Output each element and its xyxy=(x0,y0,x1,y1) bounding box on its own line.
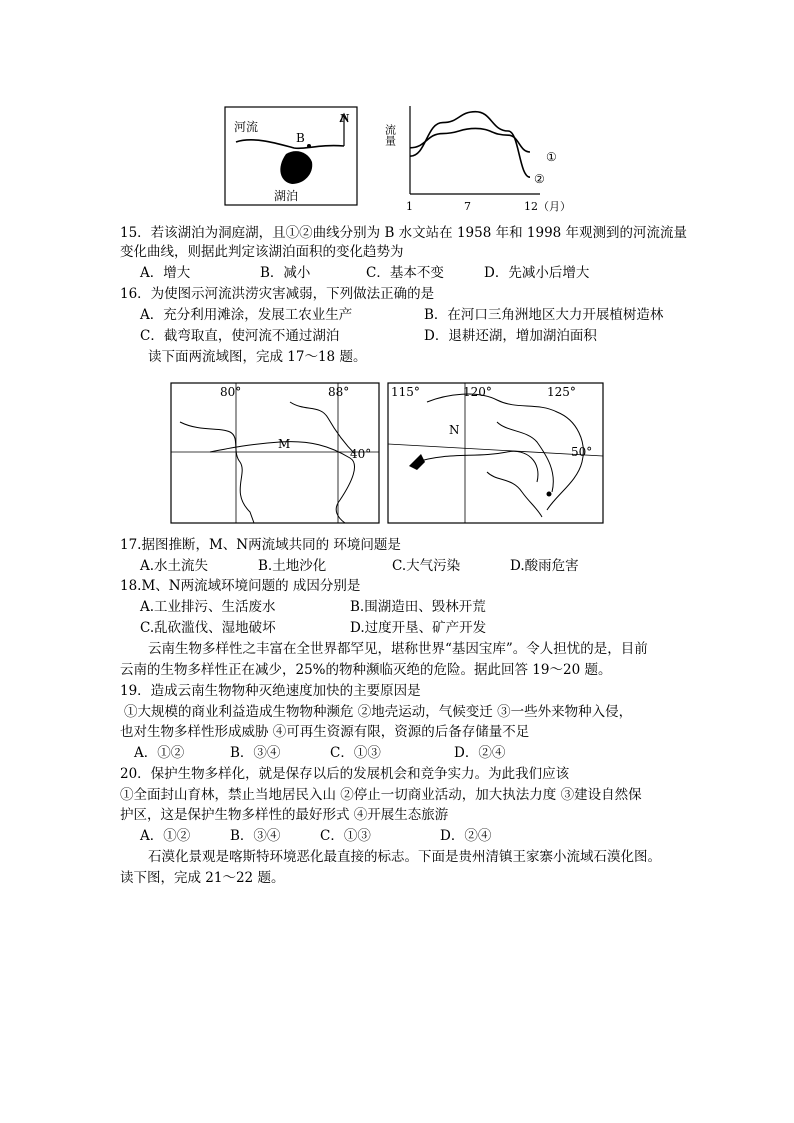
q17-options xyxy=(140,557,579,575)
lon-120-label: 120° xyxy=(463,385,492,399)
yunnan-intro-1: 云南生物多样性之丰富在全世界都罕见，堪称世界“基因宝库”。令人担忧的是，目前 xyxy=(148,641,648,657)
lon-125-label: 125° xyxy=(547,385,576,399)
q19-option-a[interactable]: A．①② xyxy=(134,745,185,761)
q18-option-c[interactable]: C.乱砍滥伐、湿地破坏 xyxy=(140,620,276,636)
q15-option-a[interactable]: A．增大 xyxy=(140,265,191,281)
basin-map-n xyxy=(387,382,604,524)
read-instruction-17-18: 读下面两流域图，完成 17～18 题。 xyxy=(148,349,367,365)
q18-option-b[interactable]: B.围湖造田、毁林开荒 xyxy=(350,599,486,615)
lat-40-label: 40° xyxy=(350,447,372,461)
q16-options-row1 xyxy=(140,306,663,324)
q17-option-a[interactable]: A.水土流失 xyxy=(140,558,209,574)
q19-items-2: 也对生物多样性形成威胁 ④可再生资源有限，资源的后备存储量不足 xyxy=(120,724,530,740)
q16-option-a[interactable]: A．充分利用滩涂，发展工农业生产 xyxy=(140,307,353,323)
q17-stem: 17.据图推断，M、N两流域共同的 环境问题是 xyxy=(120,537,401,553)
q16-option-b[interactable]: B．在河口三角洲地区大力开展植树造林 xyxy=(424,307,664,323)
q17-option-b[interactable]: B.土地沙化 xyxy=(258,558,327,574)
q20-options xyxy=(140,827,491,845)
station-label: B xyxy=(296,131,305,145)
basin-map-m xyxy=(170,382,380,524)
q17-option-d[interactable]: D.酸雨危害 xyxy=(510,558,579,574)
q20-option-a[interactable]: A．①② xyxy=(140,828,191,844)
q15-option-b[interactable]: B．减小 xyxy=(260,265,311,281)
point-n-label: N xyxy=(449,423,460,437)
q18-options-row2 xyxy=(140,619,486,637)
lon-115-label: 115° xyxy=(391,385,420,399)
lon-80-label: 80° xyxy=(220,385,242,399)
q20-option-c[interactable]: C．①③ xyxy=(320,828,371,844)
q16-option-c[interactable]: C．截弯取直，使河流不通过湖泊 xyxy=(140,328,340,344)
q15-options xyxy=(140,264,589,282)
north-label: N xyxy=(340,112,350,125)
river-label: 河流 xyxy=(234,120,259,134)
lon-88-label: 88° xyxy=(328,385,350,399)
q20-option-b[interactable]: B．③④ xyxy=(230,828,281,844)
q20-stem: 20．保护生物多样化，就是保存以后的发展机会和竞争实力。为此我们应该 xyxy=(120,766,570,782)
curve-label-2: ② xyxy=(534,172,545,186)
q15-option-d[interactable]: D．先减小后增大 xyxy=(484,265,590,281)
x-tick-12: 12（月） xyxy=(524,200,571,213)
q19-option-b[interactable]: B．③④ xyxy=(230,745,281,761)
y-axis-label: 流量 xyxy=(384,124,397,146)
curve-label-1: ① xyxy=(546,150,557,164)
q17-option-c[interactable]: C.大气污染 xyxy=(392,558,461,574)
point-m-label: M xyxy=(278,437,291,451)
lat-50-label: 50° xyxy=(571,445,593,459)
q16-option-d[interactable]: D．退耕还湖，增加湖泊面积 xyxy=(424,328,597,344)
q15-stem-2: 变化曲线，则据此判定该湖泊面积的变化趋势为 xyxy=(120,244,404,260)
yunnan-intro-2: 云南的生物多样性正在减少，25%的物种濒临灭绝的危险。据此回答 19～20 题。 xyxy=(120,662,612,678)
x-tick-1: 1 xyxy=(406,200,413,213)
q19-items-1: ①大规模的商业利益造成生物物种濒危 ②地壳运动，气候变迁 ③一些外来物种入侵， xyxy=(124,704,633,720)
q19-options xyxy=(134,744,505,762)
q18-option-d[interactable]: D.过度开垦、矿产开发 xyxy=(350,620,487,636)
rocky-desert-intro-2: 读下图，完成 21～22 题。 xyxy=(120,870,285,886)
lake-label: 湖泊 xyxy=(274,189,299,203)
q19-option-d[interactable]: D．②④ xyxy=(454,745,506,761)
q15-stem-1: 15．若该湖泊为洞庭湖，且①②曲线分别为 B 水文站在 1958 年和 1998 年观测到的河流流量 xyxy=(120,225,688,241)
q18-options-row1 xyxy=(140,598,486,616)
river-lake-map xyxy=(224,106,358,206)
x-tick-7: 7 xyxy=(464,200,471,213)
q18-option-a[interactable]: A.工业排污、生活废水 xyxy=(140,599,276,615)
q20-items-2: 护区，这是保护生物多样性的最好形式 ④开展生态旅游 xyxy=(120,807,449,823)
q20-items-1: ①全面封山育林，禁止当地居民入山 ②停止一切商业活动，加大执法力度 ③建设自然保 xyxy=(120,787,642,803)
flow-curve-1 xyxy=(410,128,530,152)
flow-curve-2 xyxy=(410,112,530,178)
rocky-desert-intro-1: 石漠化景观是喀斯特环境恶化最直接的标志。下面是贵州清镇王家寨小流域石漠化图。 xyxy=(148,849,661,865)
flow-chart xyxy=(384,104,584,216)
q19-stem: 19．造成云南生物物种灭绝速度加快的主要原因是 xyxy=(120,683,421,699)
q15-option-c[interactable]: C．基本不变 xyxy=(366,265,444,281)
q16-stem: 16．为使图示河流洪涝灾害减弱，下列做法正确的是 xyxy=(120,286,435,302)
q16-options-row2 xyxy=(140,327,597,345)
q19-option-c[interactable]: C．①③ xyxy=(330,745,381,761)
q20-option-d[interactable]: D．②④ xyxy=(440,828,492,844)
q18-stem: 18.M、N两流域环境问题的 成因分别是 xyxy=(120,578,361,594)
